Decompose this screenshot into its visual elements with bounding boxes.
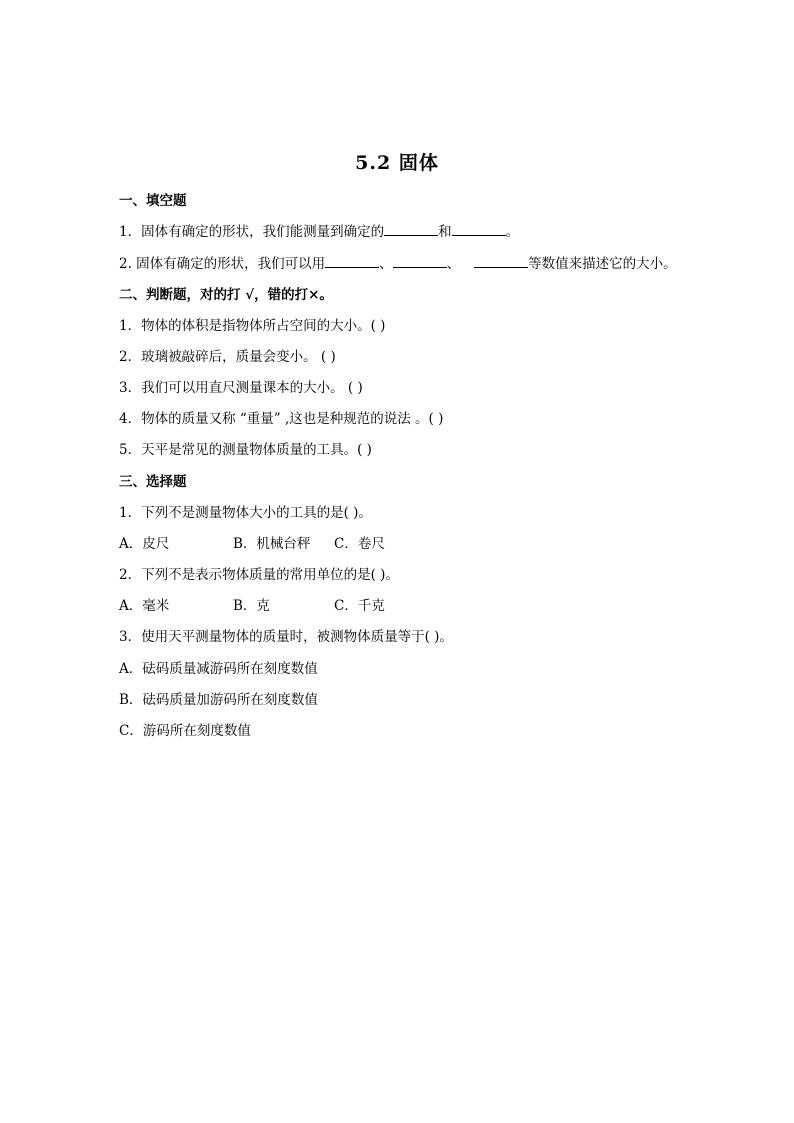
option-a[interactable]: A．皮尺 xyxy=(119,536,170,552)
section-fill-in-heading: 一、填空题 xyxy=(119,193,187,209)
option-b[interactable]: B．克 xyxy=(233,598,270,614)
question-fill-1 xyxy=(119,223,519,241)
page-title: 5.2 固体 xyxy=(355,152,439,174)
choice-question-stem: 3．使用天平测量物体的质量时，被测物体质量等于( )。 xyxy=(119,629,453,645)
choice-options-row xyxy=(119,535,385,553)
choice-question-stem: 2．下列不是表示物体质量的常用单位的是( )。 xyxy=(119,567,399,583)
question-fill-2 xyxy=(119,255,677,273)
option-b[interactable]: B．机械台秤 xyxy=(233,536,311,552)
choice-options-row xyxy=(119,597,385,615)
answer-blank[interactable] xyxy=(474,255,528,268)
choice-question-stem: 1．下列不是测量物体大小的工具的是( )。 xyxy=(119,505,372,521)
option-c[interactable]: C．卷尺 xyxy=(334,536,385,552)
answer-blank[interactable] xyxy=(384,223,438,236)
answer-blank[interactable] xyxy=(452,223,506,236)
judge-item: 1．物体的体积是指物体所占空间的大小。( ) xyxy=(119,318,386,334)
option-a[interactable]: A．毫米 xyxy=(119,598,170,614)
separator: 、 xyxy=(446,256,461,272)
question-text: 和 xyxy=(438,224,452,240)
judge-item: 2．玻璃被敲碎后，质量会变小。 ( ) xyxy=(119,349,336,365)
separator: 、 xyxy=(379,256,393,272)
judge-item: 3．我们可以用直尺测量课本的大小。 ( ) xyxy=(119,380,363,396)
answer-blank[interactable] xyxy=(325,255,379,268)
question-text: 等数值来描述它的大小。 xyxy=(528,256,677,272)
option-c[interactable]: C．千克 xyxy=(334,598,385,614)
question-text: 2. 固体有确定的形状，我们可以用 xyxy=(119,256,326,272)
question-text: 。 xyxy=(505,224,520,240)
judge-item: 5．天平是常见的测量物体质量的工具。( ) xyxy=(119,442,372,458)
option-b[interactable]: B．砝码质量加游码所在刻度数值 xyxy=(119,692,318,708)
question-text: 1．固体有确定的形状，我们能测量到确定的 xyxy=(119,224,385,240)
section-choice-heading: 三、选择题 xyxy=(119,474,187,490)
option-a[interactable]: A．砝码质量减游码所在刻度数值 xyxy=(119,661,318,677)
judge-item: 4．物体的质量又称 “重量” ,这也是种规范的说法 。( ) xyxy=(119,411,444,427)
answer-blank[interactable] xyxy=(393,255,447,268)
section-true-false-heading: 二、判断题，对的打 √，错的打×。 xyxy=(119,287,333,303)
option-c[interactable]: C．游码所在刻度数值 xyxy=(119,723,251,739)
